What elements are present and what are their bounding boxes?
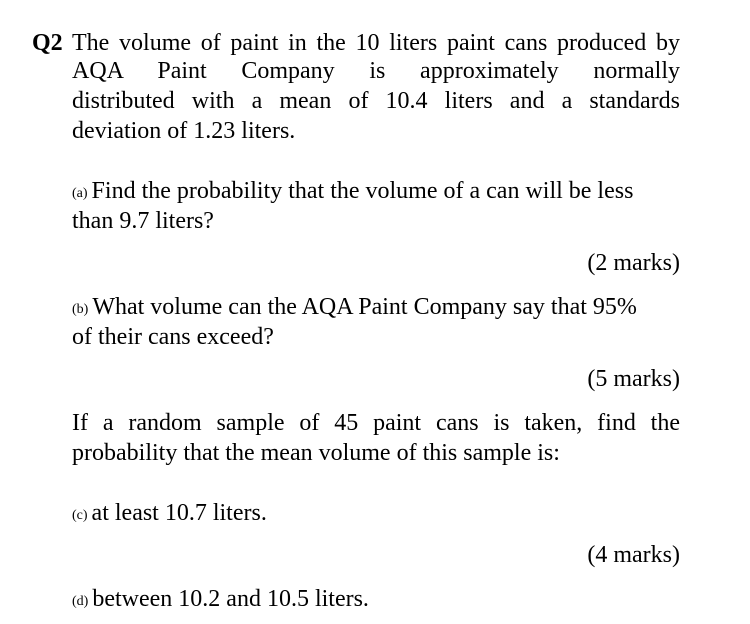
- part-b-label: (b): [72, 302, 89, 317]
- part-c-line: [72, 498, 680, 531]
- sample-line-1: If a random sample of 45 paint cans is taken, find the: [72, 410, 680, 436]
- part-d-line: [72, 584, 680, 617]
- part-b-line-2: of their cans exceed?: [72, 324, 274, 350]
- part-b-line-1: [72, 292, 680, 325]
- part-d-label: (d): [72, 594, 89, 609]
- part-b-marks: (5 marks): [587, 366, 680, 392]
- part-c-marks: (4 marks): [587, 542, 680, 568]
- part-c-label: (c): [72, 508, 88, 523]
- part-a-line-2: than 9.7 liters?: [72, 208, 214, 234]
- sample-line-2: probability that the mean volume of this sample is:: [72, 440, 560, 466]
- part-a-marks: (2 marks): [587, 250, 680, 276]
- part-b-text-1: What volume can the AQA Paint Company say that 95%: [92, 294, 637, 320]
- intro-line-4: deviation of 1.23 liters.: [72, 118, 296, 144]
- intro-line-3: distributed with a mean of 10.4 liters and a standards: [72, 88, 680, 114]
- part-c-text: at least 10.7 liters.: [91, 500, 267, 526]
- part-d-text: between 10.2 and 10.5 liters.: [92, 586, 369, 612]
- part-a-text-1: Find the probability that the volume of a can will be less: [91, 178, 634, 204]
- intro-line-2: AQA Paint Company is approximately normally: [72, 58, 680, 84]
- intro-line-1: The volume of paint in the 10 liters paint cans produced by: [72, 30, 680, 56]
- part-a-label: (a): [72, 186, 88, 201]
- part-a-line-1: [72, 176, 680, 209]
- question-number: Q2: [32, 30, 63, 56]
